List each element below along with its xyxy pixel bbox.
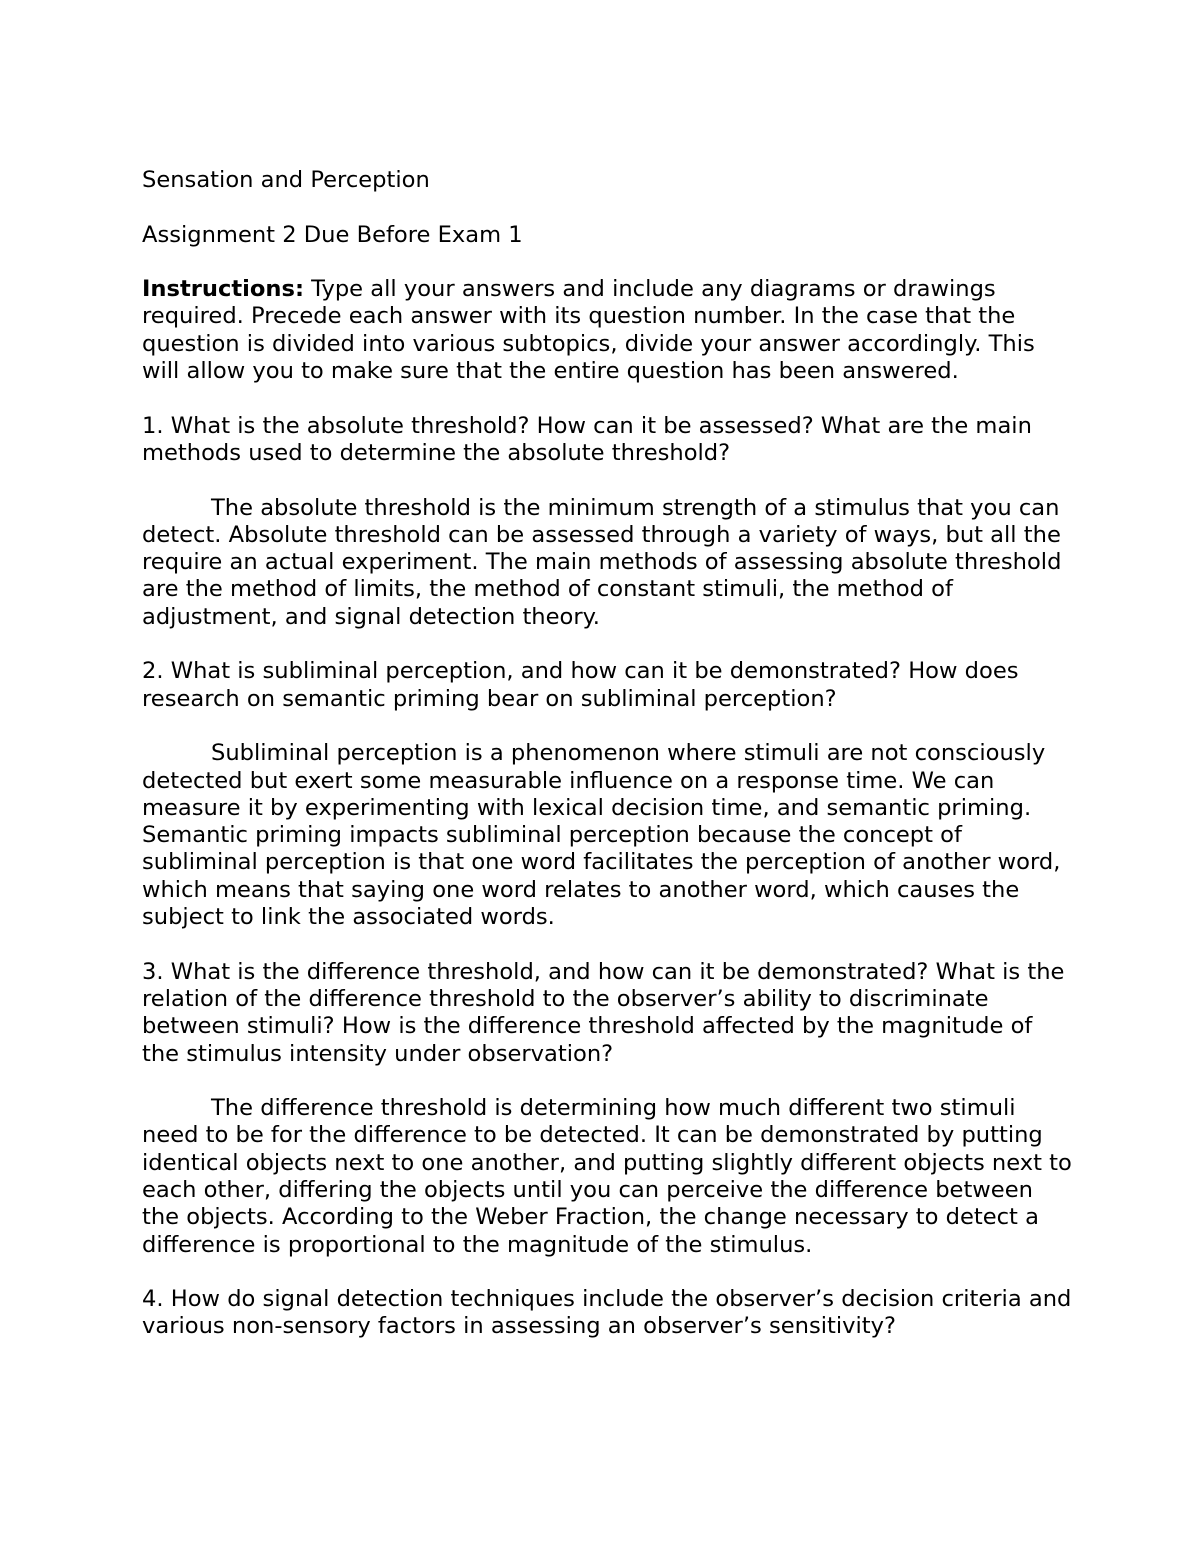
- document-title: Sensation and Perception: [142, 167, 430, 193]
- answer-2: Subliminal perception is a phenomenon where stimuli are not consciously detected but exert some measurable influence on a response time. We can measure it by experimenting with lexical decision time, and semantic priming. Semantic priming impacts subliminal perception because the concept of subliminal perception is that one word facilitates the perception of another word, which means that saying one word relates to another word, which causes the subject to link the associated words.: [142, 740, 1061, 931]
- document-subtitle: Assignment 2 Due Before Exam 1: [142, 221, 523, 248]
- answer-3: The difference threshold is determining how much different two stimuli need to be for the difference to be detected. It can be demonstrated by putting identical objects next to one another, and putting slightly different objects next to each other, differing the objects until you can perceive the difference between the objects. According to the Weber Fraction, the change necessary to detect a difference is proportional to the magnitude of the stimulus.: [142, 1095, 1072, 1258]
- question-1: 1. What is the absolute threshold? How can it be assessed? What are the main methods used to determine the absolute threshold?: [142, 412, 1032, 466]
- document-page: [142, 167, 1072, 1341]
- question-3: 3. What is the difference threshold, and how can it be demonstrated? What is the relation of the difference threshold to the observer’s ability to discriminate between stimuli? How is the difference threshold affected by the magnitude of the stimulus intensity under observation?: [142, 958, 1065, 1067]
- instructions-label: Instructions:: [142, 276, 304, 303]
- instructions-paragraph: [142, 276, 1072, 385]
- question-4: 4. How do signal detection techniques include the observer’s decision criteria and various non-sensory factors in assessing an observer’s sensitivity?: [142, 1286, 1072, 1340]
- answer-1: The absolute threshold is the minimum strength of a stimulus that you can detect. Absolute threshold can be assessed through a variety of ways, but all the require an actual experiment. The main methods of assessing absolute threshold are the method of limits, the method of constant stimuli, the method of adjustment, and signal detection theory.: [142, 494, 1062, 630]
- instructions-text: Type all your answers and include any diagrams or drawings required. Precede each answer with its question number. In the case that the question is divided into various subtopics, divide your answer accordingly. This will allow you to make sure that the entire question has been answered.: [142, 276, 1035, 385]
- question-2: 2. What is subliminal perception, and how can it be demonstrated? How does research on semantic priming bear on subliminal perception?: [142, 658, 1019, 712]
